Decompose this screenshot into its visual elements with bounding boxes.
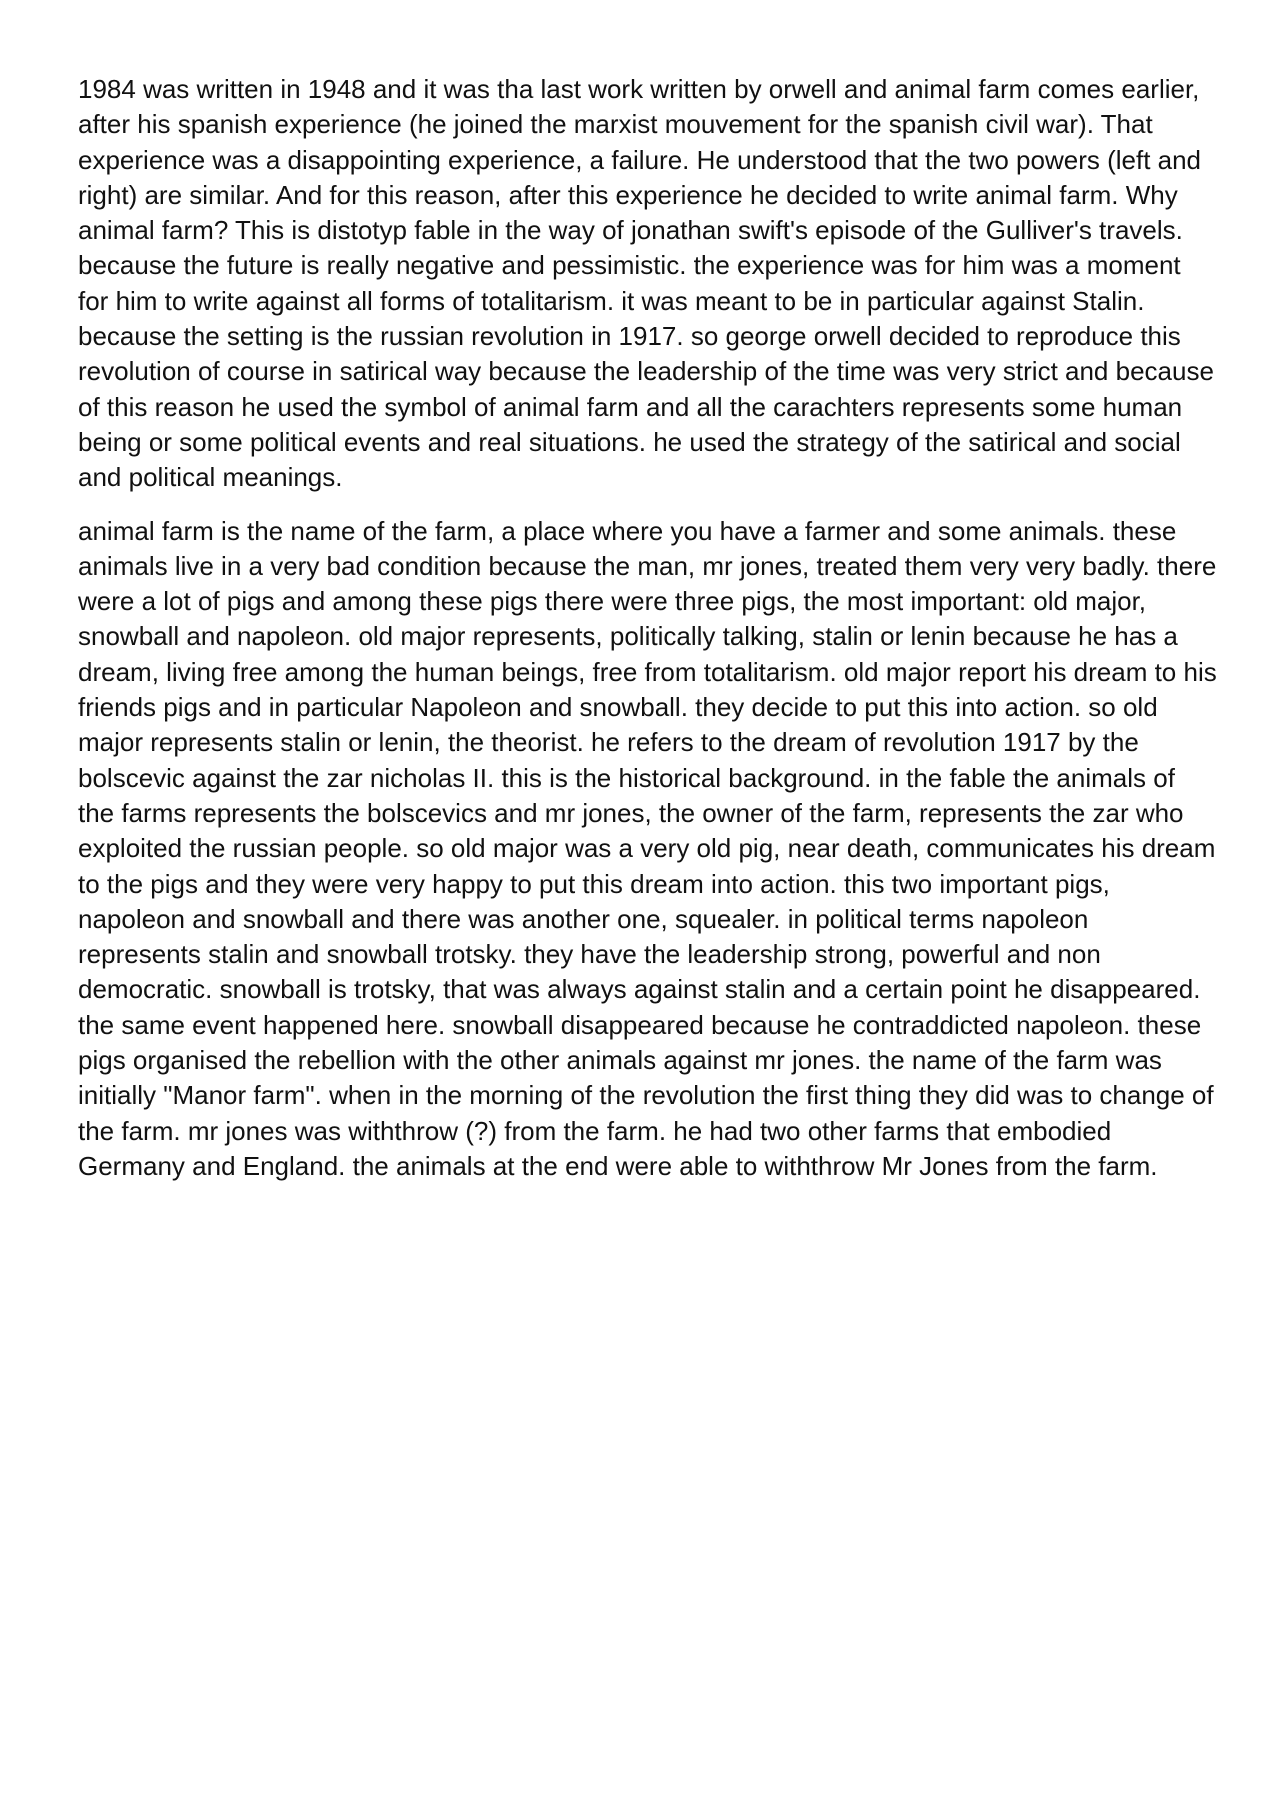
paragraph-2: animal farm is the name of the farm, a place where you have a farmer and some animals. these animals live in a very bad condition because the man, mr jones, treated them very very badly. there were a lot of pigs and among these pigs there were three pigs, the most important: old major, snowball and napoleon. old major represents, politically talking, stalin or lenin because he has a dream, living free among the human beings, free from totalitarism. old major report his dream to his friends pigs and in particular Napoleon and snowball. they decide to put this into action. so old major represents stalin or lenin, the theorist. he refers to the dream of revolution 1917 by the bolscevic against the zar nicholas II. this is the historical background. in the fable the animals of the farms represents the bolscevics and mr jones, the owner of the farm, represents the zar who exploited the russian people. so old major was a very old pig, near death, communicates his dream to the pigs and they were very happy to put this dream into action. this two important pigs, napoleon and snowball and there was another one, squealer. in political terms napoleon represents stalin and snowball trotsky. they have the leadership strong, powerful and non democratic. snowball is trotsky, that was always against stalin and a certain point he disappeared. the same event happened here. snowball disappeared because he contraddicted napoleon. these pigs organised the rebellion with the other animals against mr jones. the name of the farm was initially "Manor farm". when in the morning of the revolution the first thing they did was to change of the farm. mr jones was withthrow (?) from the farm. he had two other farms that embodied Germany and England. the animals at the end were able to withthrow Mr Jones from the farm. — [78, 515, 1217, 1181]
document-page — [78, 72, 1218, 1184]
paragraph-1: 1984 was written in 1948 and it was tha last work written by orwell and animal farm comes earlier, after his spanish experience (he joined the marxist mouvement for the spanish civil war). That experience was a disappointing experience, a failure. He understood that the two powers (left and right) are similar. And for this reason, after this experience he decided to write animal farm. Why animal farm? This is distotyp fable in the way of jonathan swift's episode of the Gulliver's travels. because the future is really negative and pessimistic. the experience was for him was a moment for him to write against all forms of totalitarism. it was meant to be in particular against Stalin. because the setting is the russian revolution in 1917. so george orwell decided to reproduce this revolution of course in satirical way because the leadership of the time was very strict and because of this reason he used the symbol of animal farm and all the carachters represents some human being or some political events and real situations. he used the strategy of the satirical and social and political meanings. — [78, 74, 1214, 493]
